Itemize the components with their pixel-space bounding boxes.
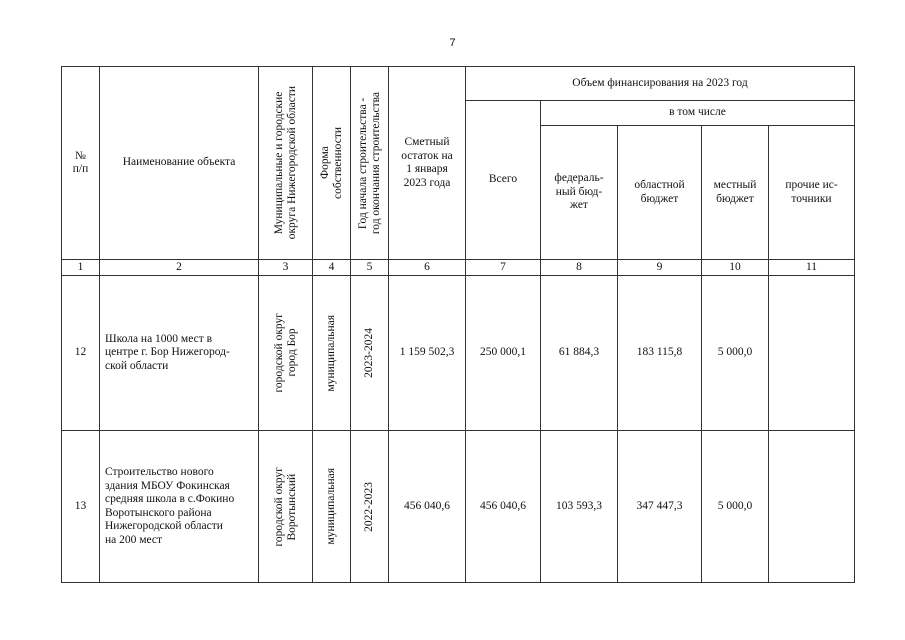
row-other — [769, 276, 855, 431]
row-name: Школа на 1000 мест в центре г. Бор Нижегород- ской области — [100, 276, 259, 431]
header-municipality: Муниципальные и городские округа Нижегородской области — [259, 67, 313, 260]
header-years: Год начала строительства - год окончания строительства — [351, 67, 389, 260]
column-number: 5 — [351, 260, 389, 276]
row-regional: 347 447,3 — [618, 431, 702, 583]
row-num: 12 — [62, 276, 100, 431]
column-number: 3 — [259, 260, 313, 276]
row-years: 2023-2024 — [351, 276, 389, 431]
row-other — [769, 431, 855, 583]
header-other: прочие ис- точники — [769, 126, 855, 260]
column-number: 4 — [313, 260, 351, 276]
row-ownership: муниципальная — [313, 431, 351, 583]
row-name: Строительство нового здания МБОУ Фокинская средняя школа в с.Фокино Воротынского района Нижегородской области на 200 мест — [100, 431, 259, 583]
row-municipality: городской округ Воротынский — [259, 431, 313, 583]
column-number: 2 — [100, 260, 259, 276]
table-row — [62, 431, 855, 583]
header-total: Всего — [466, 101, 541, 260]
column-number-row — [62, 260, 855, 276]
row-local: 5 000,0 — [702, 431, 769, 583]
row-num: 13 — [62, 431, 100, 583]
column-number: 1 — [62, 260, 100, 276]
row-years: 2022-2023 — [351, 431, 389, 583]
column-number: 10 — [702, 260, 769, 276]
table-row — [62, 276, 855, 431]
header-local: местный бюджет — [702, 126, 769, 260]
column-number: 8 — [541, 260, 618, 276]
row-federal: 103 593,3 — [541, 431, 618, 583]
row-municipality: городской округ город Бор — [259, 276, 313, 431]
column-number: 6 — [389, 260, 466, 276]
row-regional: 183 115,8 — [618, 276, 702, 431]
row-estimate: 456 040,6 — [389, 431, 466, 583]
header-including: в том числе — [541, 101, 855, 126]
row-local: 5 000,0 — [702, 276, 769, 431]
column-number: 7 — [466, 260, 541, 276]
header-ownership: Форма собственности — [313, 67, 351, 260]
row-estimate: 1 159 502,3 — [389, 276, 466, 431]
column-number: 9 — [618, 260, 702, 276]
header-estimate: Сметный остаток на 1 января 2023 года — [389, 67, 466, 260]
header-num: № п/п — [62, 67, 100, 260]
row-federal: 61 884,3 — [541, 276, 618, 431]
page-number: 7 — [449, 37, 456, 49]
header-regional: областной бюджет — [618, 126, 702, 260]
column-number: 11 — [769, 260, 855, 276]
row-total: 250 000,1 — [466, 276, 541, 431]
row-total: 456 040,6 — [466, 431, 541, 583]
header-funding-title: Объем финансирования на 2023 год — [466, 67, 855, 101]
header-federal: федераль- ный бюд- жет — [541, 126, 618, 260]
header-name: Наименование объекта — [100, 67, 259, 260]
financing-table — [61, 66, 855, 583]
row-ownership: муниципальная — [313, 276, 351, 431]
